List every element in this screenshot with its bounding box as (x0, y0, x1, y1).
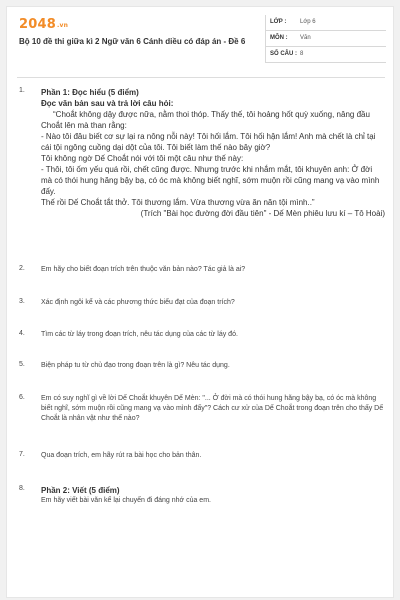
meta-label: MÔN : (270, 35, 288, 41)
meta-row-count (266, 47, 386, 63)
question-item-6 (17, 394, 385, 424)
worksheet-header (17, 15, 385, 65)
question-text: Em hãy viết bài văn kể lại chuyến đi đáng nhớ của em. (41, 497, 211, 504)
question-item-7 (17, 451, 385, 461)
worksheet-page (6, 6, 394, 598)
question-number: 1. (19, 87, 25, 94)
question-item-1 (17, 87, 385, 219)
passage-source: (Trích "Bài học đường đời đầu tiên" - Dế Mèn phiêu lưu kí – Tô Hoài) (140, 209, 385, 218)
meta-label: LỚP : (270, 19, 287, 25)
part-title: Phần 2: Viết (5 điểm) (41, 486, 120, 495)
question-number: 3. (19, 298, 25, 305)
question-item-2 (17, 265, 385, 275)
passage-paragraph: - Nào tôi đâu biết cơ sự lại ra nông nỗi này! Tôi hối lắm. Tôi hối hận lắm! Anh mà chết là chỉ tại cái tội ngông cuồng dại dột của tôi. Tôi biết làm thế nào bây giờ? (41, 132, 376, 152)
meta-value: 8 (300, 51, 304, 57)
question-number: 2. (19, 265, 25, 272)
question-number: 7. (19, 451, 25, 458)
site-logo[interactable] (19, 17, 68, 32)
question-number: 4. (19, 330, 25, 337)
question-text: Xác định ngôi kể và các phương thức biểu đạt của đoạn trích? (41, 299, 235, 306)
document-title: Bộ 10 đề thi giữa kì 2 Ngữ văn 6 Cánh diều có đáp án - Đề 6 (19, 37, 246, 46)
question-text: Em hãy cho biết đoạn trích trên thuộc văn bản nào? Tác giả là ai? (41, 266, 246, 273)
reading-instruction: Đọc văn bản sau và trả lời câu hỏi: (41, 99, 174, 108)
passage-paragraph: - Thôi, tôi ốm yếu quá rồi, chết cũng được. Nhưng trước khi nhắm mắt, tôi khuyên anh: Ở đời mà có thói hung hăng bậy bạ, có óc mà không biết nghĩ, sớm muộn rồi cũng mang vạ vào mình đấy. (41, 165, 380, 196)
meta-label: SỐ CÂU : (270, 51, 297, 57)
question-item-4 (17, 330, 385, 340)
question-body (41, 485, 385, 506)
logo-suffix: .vn (56, 22, 69, 29)
question-number: 5. (19, 361, 25, 368)
question-number: 8. (19, 485, 25, 492)
passage-paragraph: Thế rồi Dế Choắt tắt thở. Tôi thương lắm. Vừa thương vừa ăn năn tội mình..” (41, 198, 315, 207)
question-item-8 (17, 485, 385, 506)
meta-value: Văn (300, 35, 311, 41)
header-divider (17, 77, 385, 78)
question-text: Tìm các từ láy trong đoạn trích, nêu tác dụng của các từ láy đó. (41, 331, 238, 338)
question-number: 6. (19, 394, 25, 401)
logo-text: 2048 (19, 17, 56, 32)
passage-paragraph: Tôi không ngờ Dế Choắt nói với tôi một câu như thế này: (41, 154, 244, 163)
question-item-3 (17, 298, 385, 308)
meta-table (265, 15, 386, 63)
part-title: Phần 1: Đọc hiểu (5 điểm) (41, 88, 139, 97)
question-text: Biện pháp tu từ chủ đạo trong đoạn trên là gì? Nêu tác dụng. (41, 362, 230, 369)
meta-row-subject (266, 31, 386, 47)
passage-paragraph: “Choắt không dậy được nữa, nằm thoi thóp. Thấy thế, tôi hoảng hốt quỳ xuống, nâng đầu Choắt lên mà than rằng: (41, 110, 370, 130)
question-item-5 (17, 361, 385, 371)
meta-row-grade (266, 15, 386, 31)
question-text: Em có suy nghĩ gì về lời Dế Choắt khuyên Dế Mèn: "... Ở đời mà có thói hung hăng bậy bạ, có óc mà không biết nghĩ, sớm muộn rồi cũng mang vạ vào mình đấy"? Cách cư xử của Dế Choắt trong đoạn trên cho thấy Dế Choắt là nhân vật như thế nào? (41, 395, 384, 422)
question-body (41, 87, 385, 219)
meta-value: Lớp 6 (300, 19, 316, 25)
question-text: Qua đoạn trích, em hãy rút ra bài học cho bản thân. (41, 452, 202, 459)
